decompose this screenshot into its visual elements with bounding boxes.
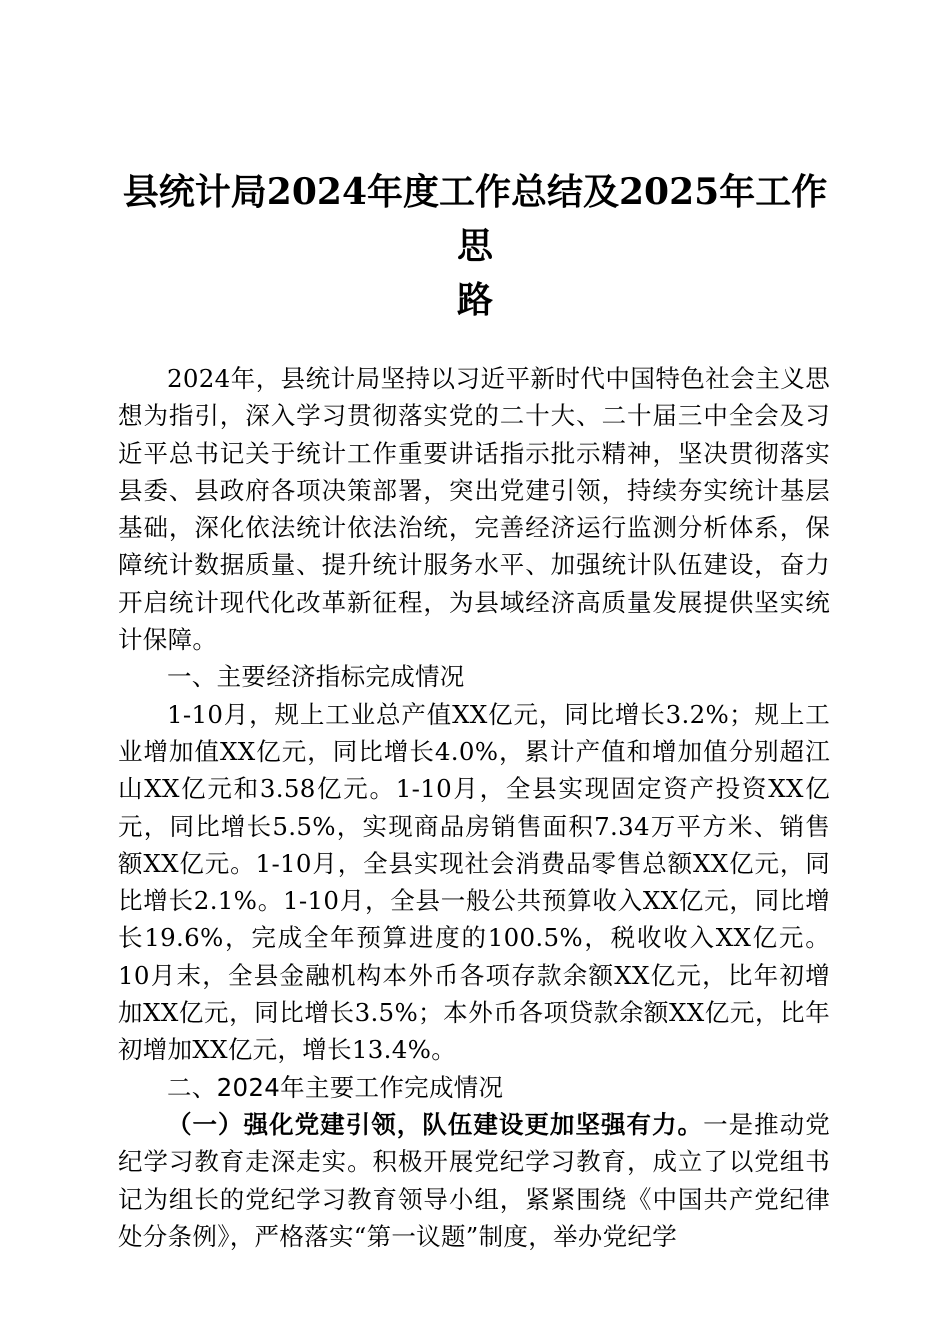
document-body	[118, 360, 830, 1255]
section-2-subheading: （一）强化党建引领，队伍建设更加坚强有力。	[167, 1109, 704, 1139]
title-line-2: 路	[456, 279, 493, 321]
section-2-subheading-body: 一是推动党纪学习教育走深走实。积极开展党纪学习教育，成立了以党组书记为组长的党纪学习教育领导小组，紧紧围绕《中国共产党纪律处分条例》，严格落实“第一议题”制度，举办党纪学	[118, 1109, 830, 1251]
section-1-paragraph: 1-10月，规上工业总产值XX亿元，同比增长3.2%；规上工业增加值XX亿元，同比增长4.0%，累计产值和增加值分别超江山XX亿元和3.58亿元。1-10月，全县实现固定资产投资XX亿元，同比增长5.5%，实现商品房销售面积7.34万平方米、销售额XX亿元。1-10月，全县实现社会消费品零售总额XX亿元，同比增长2.1%。1-10月，全县一般公共预算收入XX亿元，同比增长19.6%，完成全年预算进度的100.5%，税收收入XX亿元。10月末，全县金融机构本外币各项存款余额XX亿元，比年初增加XX亿元，同比增长3.5%；本外币各项贷款余额XX亿元，比年初增加XX亿元，增长13.4%。	[118, 699, 830, 1065]
section-1-heading: 一、主要经济指标完成情况	[167, 662, 465, 692]
title-line-1: 县统计局2024年度工作总结及2025年工作思	[122, 171, 828, 267]
intro-paragraph: 2024年，县统计局坚持以习近平新时代中国特色社会主义思想为指引，深入学习贯彻落实党的二十大、二十届三中全会及习近平总书记关于统计工作重要讲话指示批示精神，坚决贯彻落实县委、县政府各项决策部署，突出党建引领，持续夯实统计基层基础，深化依法统计依法治统，完善经济运行监测分析体系，保障统计数据质量、提升统计服务水平、加强统计队伍建设，奋力开启统计现代化改革新征程，为县域经济高质量发展提供坚实统计保障。	[118, 364, 830, 655]
document-title	[110, 165, 840, 327]
section-2-heading: 二、2024年主要工作完成情况	[167, 1072, 504, 1102]
section-2-paragraph	[118, 1106, 830, 1255]
